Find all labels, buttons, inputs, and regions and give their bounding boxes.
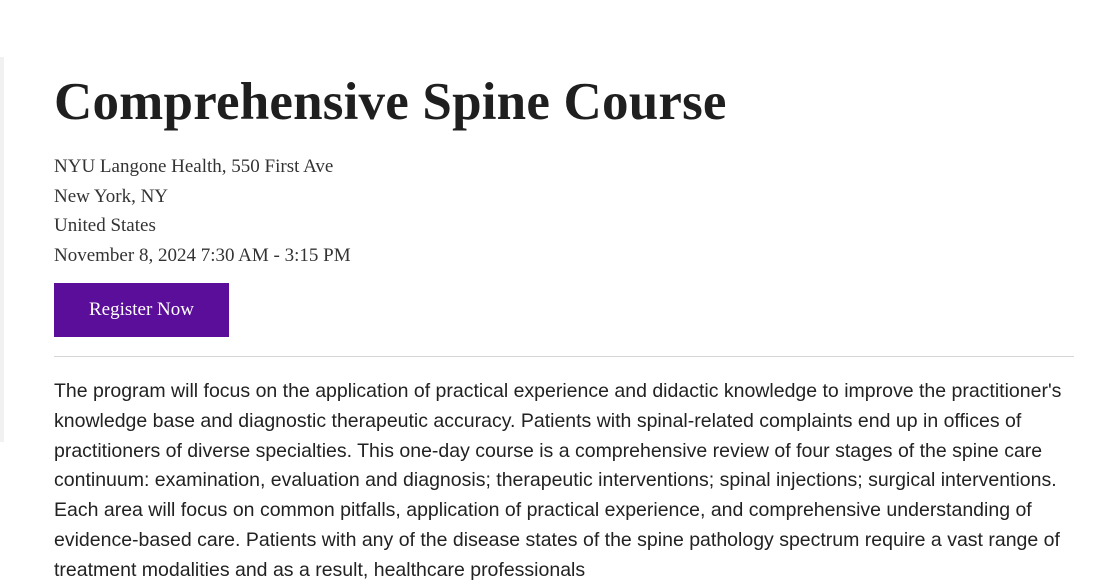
event-country: United States (54, 215, 156, 236)
register-now-button[interactable]: Register Now (54, 283, 229, 337)
event-meta (54, 152, 1074, 270)
left-edge-rule (0, 57, 4, 442)
page-title: Comprehensive Spine Course (54, 73, 727, 131)
event-datetime: November 8, 2024 7:30 AM - 3:15 PM (54, 244, 351, 266)
section-divider (54, 356, 1074, 357)
event-content (54, 70, 1074, 587)
event-city-state: New York, NY (54, 185, 169, 207)
event-address: NYU Langone Health, 550 First Ave (54, 156, 334, 177)
event-description: The program will focus on the application of practical experience and didactic knowledge to improve the practitioner's knowledge base and diagnostic therapeutic accuracy. Patients with spinal-related complaints end up in offices of practitioners of diverse specialties. This one-day course is a comprehensive review of four stages of the spine care continuum: examination, evaluation and diagnosis; therapeutic interventions; spinal injections; surgical interventions. Each area will focus on common pitfalls, application of practical experience, and comprehensive understanding of evidence-based care. Patients with any of the disease states of the spine pathology spectrum require a vast range of treatment modalities and as a result, healthcare professionals (54, 380, 1062, 581)
